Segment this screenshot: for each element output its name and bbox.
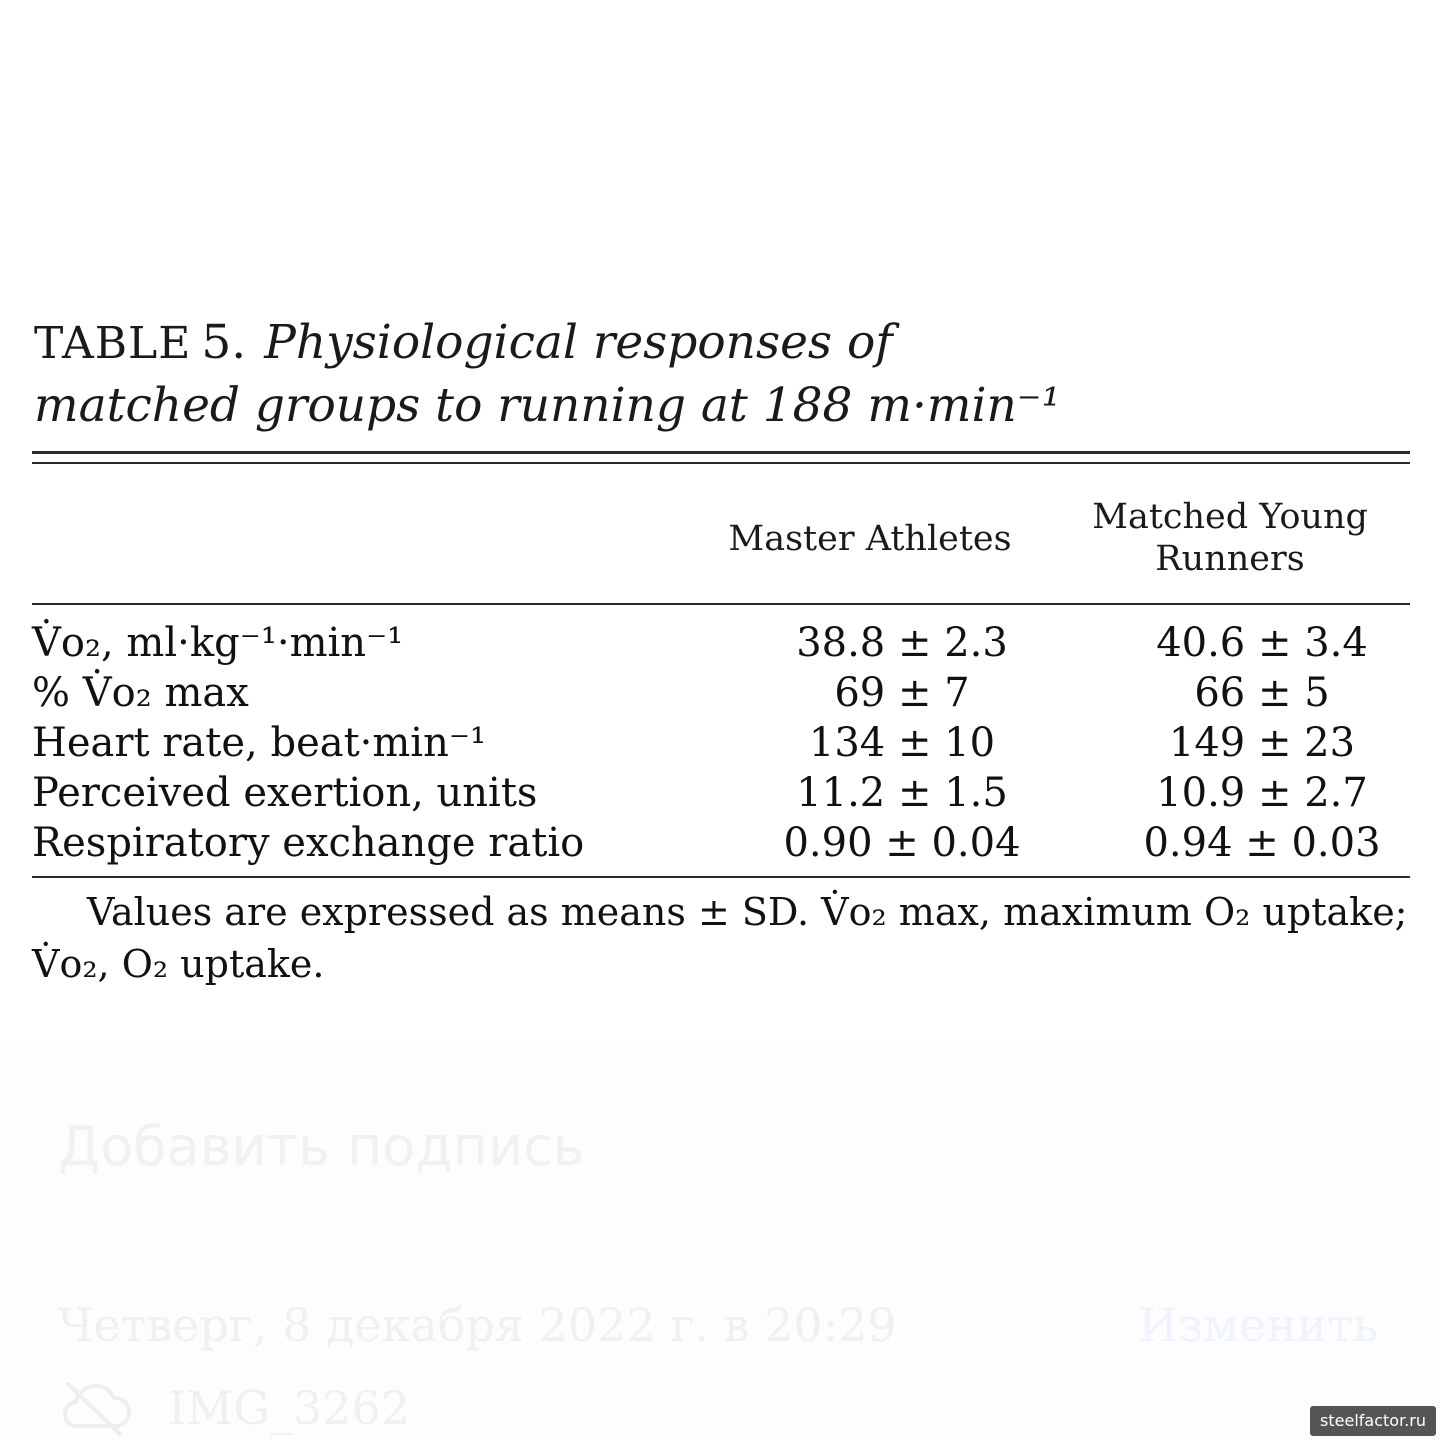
table-title-line-1 [34, 312, 1234, 375]
row-label: Respiratory exchange ratio [32, 820, 585, 866]
cloud-slash-icon [58, 1380, 134, 1436]
table-number: 5. [201, 315, 247, 370]
table-bottom-rule [32, 876, 1410, 878]
caption-input[interactable] [58, 1112, 958, 1182]
table-title [34, 312, 1234, 437]
cell-young: 10.9 ± 2.7 [1156, 770, 1368, 816]
table-title-text-2: matched groups to running at 188 m·min⁻¹ [34, 378, 1061, 433]
table-label: TABLE [34, 318, 192, 369]
cell-master: 69 ± 7 [834, 670, 970, 716]
watermark: steelfactor.ru [1310, 1406, 1436, 1436]
table-row [32, 718, 1410, 768]
cell-young: 40.6 ± 3.4 [1156, 620, 1368, 666]
cell-master: 38.8 ± 2.3 [796, 620, 1008, 666]
table-top-rule-inner [32, 462, 1410, 464]
table-row [32, 618, 1410, 668]
file-name: IMG_3262 [168, 1381, 411, 1435]
table-row [32, 768, 1410, 818]
table-row [32, 668, 1410, 718]
column-header-young: Matched Young Runners [1092, 497, 1368, 579]
row-label: V̇o₂, ml·kg⁻¹·min⁻¹ [32, 620, 404, 666]
table-top-rule [32, 451, 1410, 454]
photo-date: Четверг, 8 декабря 2022 г. в 20:29 [58, 1298, 897, 1352]
cell-master: 134 ± 10 [808, 720, 996, 766]
cell-young: 0.94 ± 0.03 [1143, 820, 1381, 866]
row-label: Heart rate, beat·min⁻¹ [32, 720, 487, 766]
table-row [32, 818, 1410, 868]
cell-master: 11.2 ± 1.5 [796, 770, 1008, 816]
table-footnote: Values are expressed as means ± SD. V̇o₂ max, maximum O₂ uptake; V̇o₂, O₂ uptake. [32, 890, 1408, 986]
table-body [32, 618, 1410, 868]
table-title-text-1: Physiological responses of [264, 315, 893, 370]
column-header-master: Master Athletes [728, 519, 1012, 559]
table-header-rule [32, 603, 1410, 605]
row-label: % V̇o₂ max [32, 670, 249, 716]
cell-young: 149 ± 23 [1168, 720, 1356, 766]
row-label: Perceived exertion, units [32, 770, 538, 816]
cell-young: 66 ± 5 [1194, 670, 1330, 716]
edit-date-button[interactable]: Изменить [1138, 1298, 1379, 1352]
cell-master: 0.90 ± 0.04 [783, 820, 1021, 866]
